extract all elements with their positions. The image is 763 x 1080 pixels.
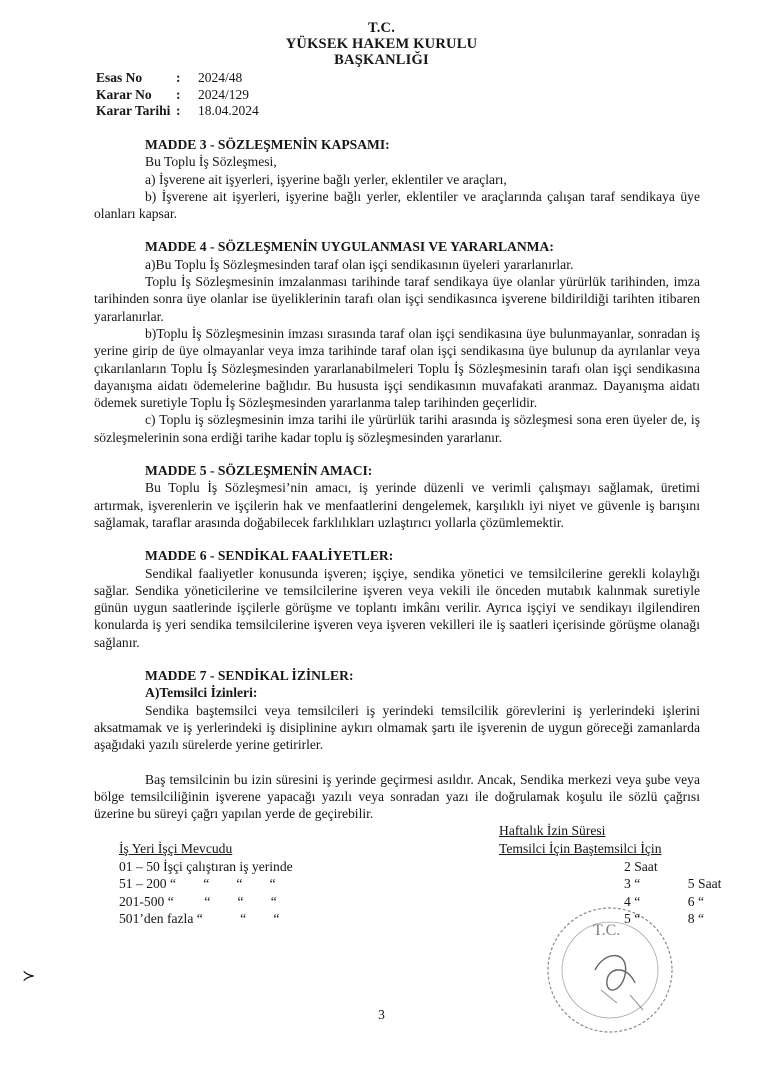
madde7-p2: Baş temsilcinin bu izin süresini iş yerinde geçirmesi asıldır. Ancak, Sendika merkezi veya şube veya bölge temsilciliğinin işverene yapacağı yazılı veya sonradan yazı ile doğrulamak koşulu ile sözlü çağrısı üzerine bu süreyi çağrı yapılan yerde de geçirebilir. bbox=[94, 771, 700, 822]
meta-row-esas bbox=[96, 70, 259, 87]
table-left-header: İş Yeri İşçi Mevcudu bbox=[119, 841, 233, 857]
table-row-right: 3 “ 5 Saat bbox=[624, 876, 722, 892]
madde3-title: MADDE 3 - SÖZLEŞMENİN KAPSAMI: bbox=[145, 137, 390, 152]
case-meta bbox=[96, 70, 259, 120]
madde5-p1: Bu Toplu İş Sözleşmesi’nin amacı, iş yerinde düzenli ve verimli çalışmayı sağlamak, üretimi artırmak, işverenlerin ve işçilerin hak ve menfaatlerini dengelemek, karşılıklı iyi niyet ve güvenle iş barışını sağlamak, taraflar arasında doğabilecek farklılıkları uzlaştırıcı yollarla çözümlemektir. bbox=[94, 480, 700, 530]
madde6-title: MADDE 6 - SENDİKAL FAALİYETLER: bbox=[145, 548, 394, 564]
table-left-column bbox=[119, 840, 293, 928]
meta-row-karar-tarihi bbox=[96, 103, 259, 120]
madde5-title: MADDE 5 - SÖZLEŞMENİN AMACI: bbox=[145, 463, 373, 479]
page-number: 3 bbox=[378, 1007, 385, 1022]
header-presidency: BAŞKANLIĞI bbox=[334, 52, 429, 68]
spacer bbox=[94, 754, 700, 771]
madde4-p1: a)Bu Toplu İş Sözleşmesinden taraf olan işçi sendikasının üyeleri yararlanırlar. bbox=[145, 256, 574, 272]
table-group-header: Haftalık İzin Süresi bbox=[499, 823, 606, 839]
madde3-p3: b) İşverene ait işyerleri, işyerine bağlı yerler, eklentiler ve araçlarında çalışan taraf sendikaya üye olanları kapsar. bbox=[94, 188, 700, 222]
table-row-left: 501’den fazla “ “ “ bbox=[119, 911, 280, 927]
madde4-p2: Toplu İş Sözleşmesinin imzalanması tarihinde taraf sendikaya üye olanlar yürürlük tarihinden, imza tarihinden sonra üye olanlar ise üyeliklerinin tarafı olan işçi sendikasınca işverene bildirildiği tarihten itibaren yararlanırlar. bbox=[94, 274, 700, 324]
madde4-title: MADDE 4 - SÖZLEŞMENİN UYGULANMASI VE YARARLANMA: bbox=[145, 239, 554, 255]
table-row-left: 51 – 200 “ “ “ “ bbox=[119, 876, 276, 892]
madde3-p1: Bu Toplu İş Sözleşmesi, bbox=[145, 154, 277, 170]
table-row-right: 4 “ 6 “ bbox=[624, 893, 705, 909]
meta-colon: : bbox=[176, 70, 181, 85]
meta-colon: : bbox=[176, 86, 181, 102]
stamp-text: T.C. bbox=[593, 922, 621, 939]
madde4-p3: b)Toplu İş Sözleşmesinin imzası sırasında taraf olan işçi sendikasına üye bulunmayanlar, sonradan iş yerine girip de üye olmayanlar veya imza tarihinde taraf olan işçi sendikasına üye bulunup da ayrılanlar veya çıkarılanların Toplu İş Sözleşmesinden yararlanabilmeleri Toplu İş Sözleşmesinin tarafı olan işçi sendikasına dayanışma aidatı ödemelerine bağlıdır. Bu hususta işçi sendikasının muvafakati aranmaz. Dayanışma aidatı ödemek suretiyle Toplu İş Sözleşmesinden yararlanma talep tarihinden geçerlidir. bbox=[94, 325, 700, 411]
meta-value: 2024/129 bbox=[198, 86, 250, 102]
table-row-right: 5 “ 8 “ bbox=[624, 911, 705, 927]
madde7-subtitle: A)Temsilci İzinleri: bbox=[145, 685, 258, 701]
document-body bbox=[94, 136, 722, 932]
table-right-header: Temsilci İçin Baştemsilci İçin bbox=[499, 841, 662, 857]
meta-key: Karar Tarihi bbox=[96, 103, 171, 118]
meta-key: Esas No bbox=[96, 70, 143, 85]
table-row-left: 01 – 50 İşçi çalıştıran iş yerinde bbox=[119, 858, 293, 874]
table-row-right: 2 Saat bbox=[624, 858, 658, 874]
meta-key: Karar No bbox=[96, 86, 152, 102]
meta-value: 2024/48 bbox=[198, 70, 243, 85]
meta-colon: : bbox=[176, 103, 181, 118]
meta-row-karar bbox=[96, 87, 259, 104]
madde6-p1: Sendikal faaliyetler konusunda işveren; işçiye, sendika yönetici ve temsilcilerine gerekli kolaylığı sağlar. Sendika yöneticilerine ve temsilcilerine işveren veya vekili ile önceden mutabık kalınmak suretiyle günün uygun saatlerinde işçilerle görüşme ve toplantı imkânı verilir. Ayrıca işçiyi ve sendikayı ilgilendiren konularda iş yeri sendika temsilcilerine işveren veya işveren vekilleri ile iş saatleri içerisinde görüşme olanağı sağlanır. bbox=[94, 565, 700, 650]
margin-mark-icon: ≻ bbox=[22, 968, 36, 985]
table-row-left: 201-500 “ “ “ “ bbox=[119, 893, 277, 909]
madde7-p1: Sendika baştemsilci veya temsilcileri iş yerindeki temsilcilik görevlerini iş yerlerindeki işlerini aksatmamak ve iş yerlerindeki iş disiplinine aykırı olmamak şartı ile işverenin de uygun göreceği zamanlarda aşağıdaki yazılı sürelerde yerine getirirler. bbox=[94, 702, 700, 753]
madde7-title: MADDE 7 - SENDİKAL İZİNLER: bbox=[145, 668, 354, 684]
madde4-p4: c) Toplu iş sözleşmesinin imza tarihi ile yürürlük tarihi arasında iş sözleşmesi sona eren üyeler de, iş sözleşmelerinin sona erdiği tarihe kadar toplu iş sözleşmesinden yararlanır. bbox=[94, 412, 700, 445]
madde3-p2: a) İşverene ait işyerleri, işyerine bağlı yerler, eklentiler ve araçları, bbox=[145, 171, 507, 187]
header-tc: T.C. bbox=[367, 20, 396, 36]
header-institution: YÜKSEK HAKEM KURULU bbox=[285, 36, 478, 52]
meta-value: 18.04.2024 bbox=[198, 103, 259, 118]
